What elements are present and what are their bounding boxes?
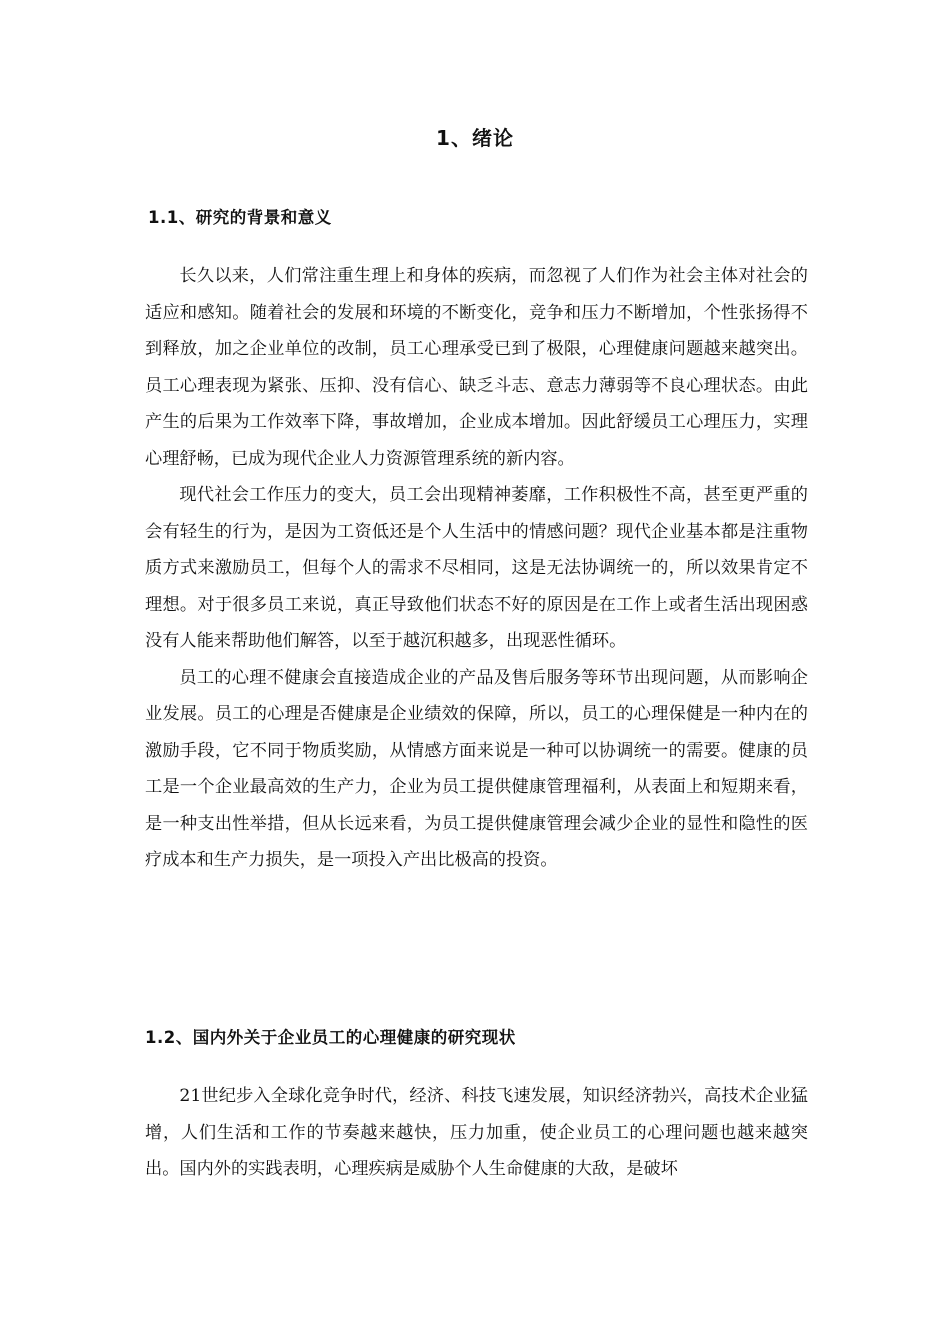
paragraph: 现代社会工作压力的变大，员工会出现精神萎靡，工作积极性不高，甚至更严重的会有轻生的行为，是因为工资低还是个人生活中的情感问题？现代企业基本都是注重物质方式来激励员工，但每个人的需求不尽相同，这是无法协调统一的，所以效果肯定不理想。对于很多员工来说，真正导致他们状态不好的原因是在工作上或者生活出现困惑没有人能来帮助他们解答，以至于越沉积越多，出现恶性循环。 — [145, 485, 808, 651]
paragraph: 员工的心理不健康会直接造成企业的产品及售后服务等环节出现问题，从而影响企业发展。员工的心理是否健康是企业绩效的保障，所以，员工的心理保健是一种内在的激励手段，它不同于物质奖励，从情感方面来说是一种可以协调统一的需要。健康的员工是一个企业最高效的生产力，企业为员工提供健康管理福利，从表面上和短期来看，是一种支出性举措，但从长远来看，为员工提供健康管理会减少企业的显性和隐性的医疗成本和生产力损失，是一项投入产出比极高的投资。 — [145, 667, 808, 870]
section-heading: 1.1、研究的背景和意义 — [148, 208, 332, 227]
section-body — [145, 1078, 808, 1188]
section-heading: 1.2、国内外关于企业员工的心理健康的研究现状 — [145, 1028, 516, 1047]
section-body — [145, 258, 808, 879]
chapter-title: 1、绪论 — [436, 126, 514, 150]
paragraph: 21世纪步入全球化竞争时代，经济、科技飞速发展，知识经济勃兴，高技术企业猛增，人们生活和工作的节奏越来越快，压力加重，使企业员工的心理问题也越来越突出。国内外的实践表明，心理疾病是威胁个人生命健康的大敌，是破坏 — [145, 1086, 808, 1179]
paragraph: 长久以来，人们常注重生理上和身体的疾病，而忽视了人们作为社会主体对社会的适应和感知。随着社会的发展和环境的不断变化，竞争和压力不断增加，个性张扬得不到释放，加之企业单位的改制，员工心理承受已到了极限，心理健康问题越来越突出。员工心理表现为紧张、压抑、没有信心、缺乏斗志、意志力薄弱等不良心理状态。由此产生的后果为工作效率下降，事故增加，企业成本增加。因此舒缓员工心理压力，实理心理舒畅，已成为现代企业人力资源管理系统的新内容。 — [145, 266, 808, 469]
